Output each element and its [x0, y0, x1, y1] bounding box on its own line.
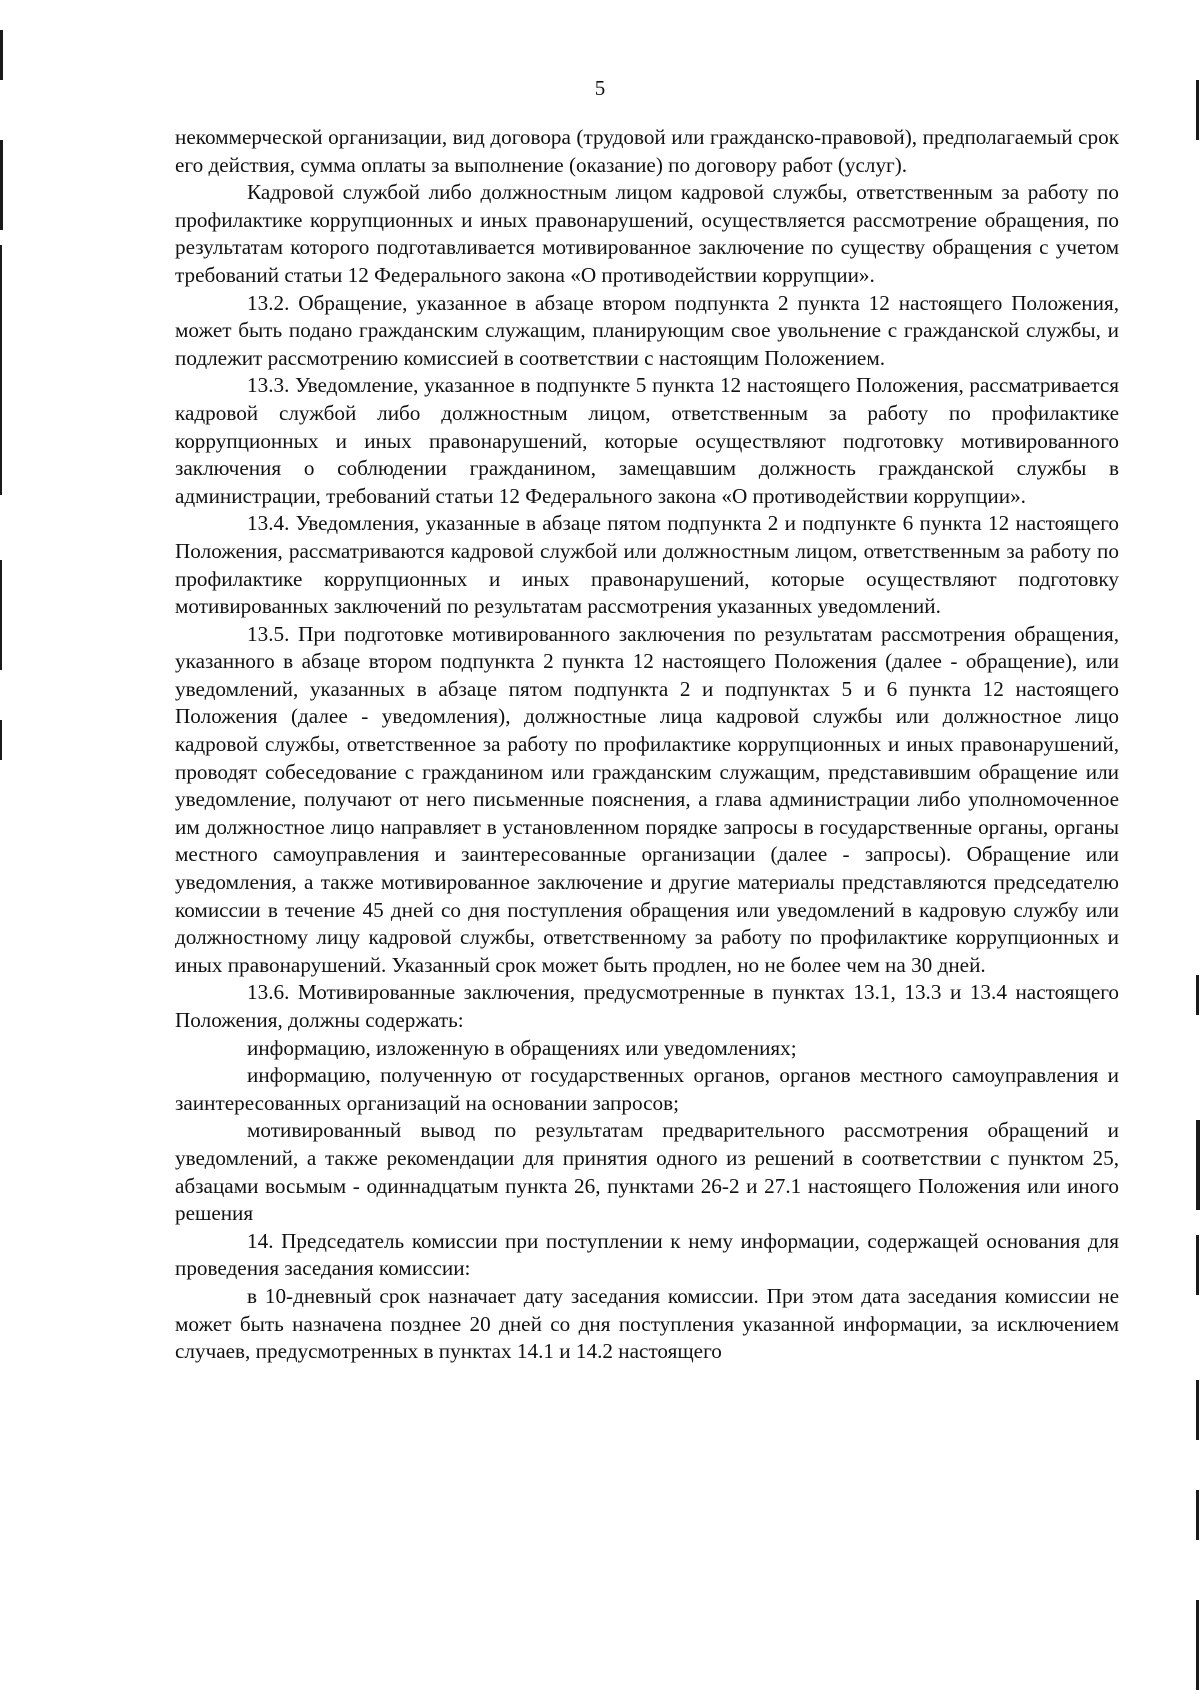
- document-body: [175, 124, 1119, 1366]
- paragraph: информацию, полученную от государственных органов, органов местного самоуправления и заинтересованных организаций на основании запросов;: [175, 1063, 1119, 1115]
- scan-edge-right-5: [1196, 1380, 1199, 1440]
- paragraph: 14. Председатель комиссии при поступлении к нему информации, содержащей основания для проведения заседания комиссии:: [175, 1228, 1119, 1281]
- paragraph: мотивированный вывод по результатам предварительного рассмотрения обращений и уведомлений, а также рекомендации для принятия одного из решений в соответствии с пунктом 25, абзацами восьмым - одиннадцатым пункта 26, пунктами 26-2 и 27.1 настоящего Положения или иного решения: [175, 1118, 1119, 1226]
- paragraph: 13.5. При подготовке мотивированного заключения по результатам рассмотрения обращения, указанного в абзаце втором подпункта 2 пункта 12 настоящего Положения (далее - обращение), или уведомлений, указанных в абзаце пятом подпункта 2 и подпунктах 5 и 6 пункта 12 настоящего Положения (далее - уведомления), должностные лица кадровой службы или должностное лицо кадровой службы, ответственное за работу по профилактике коррупционных и иных правонарушений, проводят собеседование с гражданином или гражданским служащим, представившим обращение или уведомление, получают от него письменные пояснения, а глава администрации либо уполномоченное им должностное лицо направляет в установленном порядке запросы в государственные органы, органы местного самоуправления и заинтересованные организации (далее - запросы). Обращение или уведомления, а также мотивированное заключение и другие материалы представляются председателю комиссии в течение 45 дней со дня поступления обращения или уведомлений в кадровую службу или должностному лицу кадровой службы, ответственному за работу по профилактике коррупционных и иных правонарушений. Указанный срок может быть продлен, но не более чем на 30 дней.: [175, 621, 1119, 977]
- scan-edge-right-3: [1196, 1120, 1200, 1210]
- paragraph: некоммерческой организации, вид договора (трудовой или гражданско-правовой), предполагаемый срок его действия, сумма оплаты за выполнение (оказание) по договору работ (услуг).: [175, 125, 1119, 177]
- scan-edge-left-4: [0, 560, 2, 670]
- scan-edge-left-2: [0, 140, 3, 230]
- paragraph: в 10-дневный срок назначает дату заседания комиссии. При этом дата заседания комиссии не может быть назначена позднее 20 дней со дня поступления указанной информации, за исключением случаев, предусмотренных в пунктах 14.1 и 14.2 настоящего: [175, 1283, 1119, 1364]
- scan-edge-left-3: [0, 245, 2, 495]
- paragraph: Кадровой службой либо должностным лицом кадровой службы, ответственным за работу по профилактике коррупционных и иных правонарушений, осуществляется рассмотрение обращения, по результатам которого подготавливается мотивированное заключение по существу обращения с учетом требований статьи 12 Федерального закона «О противодействии коррупции».: [175, 180, 1119, 287]
- scan-edge-right-2: [1196, 975, 1199, 1015]
- scan-edge-left-1: [0, 30, 3, 80]
- paragraph: 13.2. Обращение, указанное в абзаце втором подпункта 2 пункта 12 настоящего Положения, может быть подано гражданским служащим, планирующим свое увольнение с гражданской службы, и подлежит рассмотрению комиссией в соответствии с настоящим Положением.: [175, 290, 1119, 370]
- page-number: 5: [594, 76, 606, 100]
- scan-edge-right-4: [1196, 1235, 1199, 1295]
- paragraph: 13.4. Уведомления, указанные в абзаце пятом подпункта 2 и подпункте 6 пункта 12 настоящего Положения, рассматриваются кадровой службой или должностным лицом, ответственным за работу по профилактике коррупционных и иных правонарушений, которые осуществляют подготовку мотивированных заключений по результатам рассмотрения указанных уведомлений.: [175, 511, 1119, 619]
- paragraph: 13.3. Уведомление, указанное в подпункте 5 пункта 12 настоящего Положения, рассматривается кадровой службой либо должностным лицом, ответственным за работу по профилактике коррупционных и иных правонарушений, которые осуществляют подготовку мотивированного заключения о соблюдении гражданином, замещавшим должность гражданской службы в администрации, требований статьи 12 Федерального закона «О противодействии коррупции».: [175, 373, 1119, 508]
- scan-edge-left-5: [0, 720, 2, 760]
- paragraph: информацию, изложенную в обращениях или уведомлениях;: [247, 1035, 797, 1060]
- scan-edge-right-6: [1196, 1490, 1199, 1540]
- scan-edge-right-7: [1196, 1600, 1199, 1690]
- paragraph: 13.6. Мотивированные заключения, предусмотренные в пунктах 13.1, 13.3 и 13.4 настоящего Положения, должны содержать:: [175, 980, 1119, 1032]
